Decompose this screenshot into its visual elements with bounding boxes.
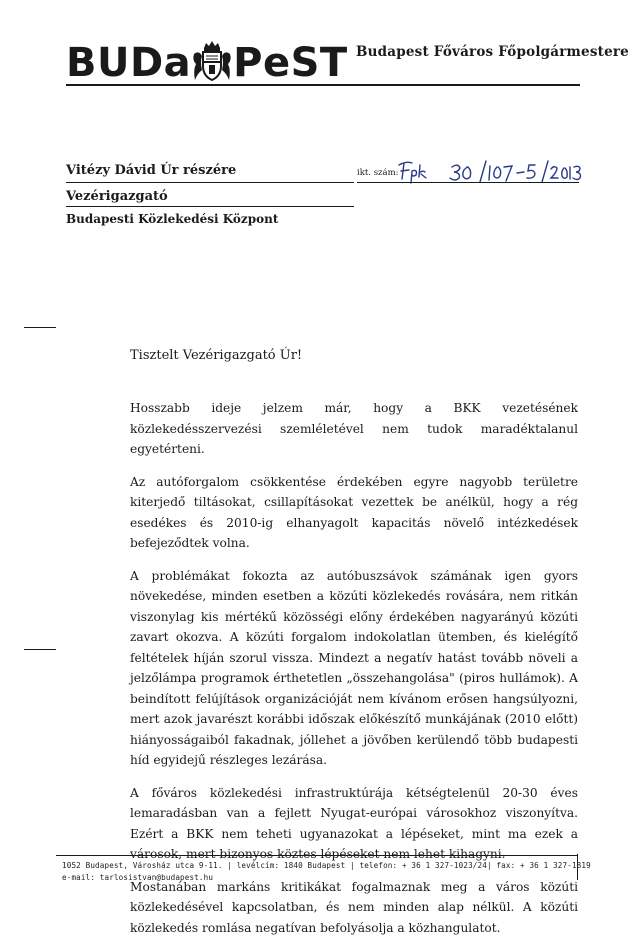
letter-salutation: Tisztelt Vezérigazgató Úr! — [130, 348, 303, 363]
letterhead-title: Budapest Főváros Főpolgármestere — [356, 44, 629, 60]
paragraph-4: A főváros közlekedési infrastruktúrája kétségtelenül 20-30 éves lemaradásban van a fejlett Nyugat-európai városokhoz viszonyítva. Ezért a BKK nem teheti ugyanazokat a lépéseket, mint ma ezek a városok, mert bizonyos köztes lépéseket nem lehet kihagyni. — [130, 785, 578, 861]
footer-address-line: 1052 Budapest, Városház utca 9-11. | levélcím: 1840 Budapest | telefon: + 36 1 327-1023/24| fax: + 36 1 327-1819 — [62, 861, 591, 870]
paragraph-3: A problémákat fokozta az autóbuszsávok számának igen gyors növekedése, minden esetben a közúti közlekedés rovására, nem ritkán viszonylag kis mértékű közösségi előny érdekében nagyarányú közúti zavart okozva. A közúti forgalom indokolatlan ütemben, és kielégítő feltételek híján szorul vissza. Mindezt a negatív hatást tovább növeli a jelzőlámpa programok érthetetlen „összehangolása" (piros hullámok). A beindított felújítások organizációját nem kívánom erősen hangsúlyozni, mert azok javarészt korábbi időszak előkészítő munkájának (2010 előtt) hiányosságaiból fakadnak, jóllehet a jövőben kerülendő több budapesti híd egyidejű részleges lezárása. — [130, 568, 578, 767]
reference-label: ikt. szám: — [357, 168, 399, 178]
budapest-logo — [66, 38, 348, 86]
header-divider — [66, 84, 580, 86]
fold-mark-upper — [24, 327, 56, 328]
reference-divider — [357, 182, 579, 183]
coat-of-arms-icon — [192, 40, 232, 82]
recipient-position: Vezérigazgató — [66, 189, 168, 204]
recipient-organization: Budapesti Közlekedési Központ — [66, 212, 279, 226]
footer-contact — [62, 860, 591, 883]
logo-text-left: BUDa — [66, 40, 192, 86]
footer-divider — [56, 855, 578, 856]
recipient-divider-1 — [66, 182, 354, 183]
recipient-divider-2 — [66, 206, 354, 207]
paragraph-2: Az autóforgalom csökkentése érdekében egyre nagyobb területre kiterjedő tiltásokat, csillapításokat vezettek be anélkül, hogy a rég esedékes és 2010-ig elhanyagolt kapacitás növelő intézkedések befejeződtek volna. — [130, 474, 578, 550]
footer-email-line: e-mail: tarlosistvan@budapest.hu — [62, 872, 214, 882]
paragraph-1: Hosszabb ideje jelzem már, hogy a BKK vezetésének közlekedésszervezési szemléletével nem tudok maradéktalanul egyetérteni. — [130, 401, 578, 456]
logo-text-right: PeST — [233, 40, 348, 86]
fold-mark-lower — [24, 649, 56, 650]
paragraph-5: Mostanában markáns kritikákat fogalmaznak meg a város közúti közlekedésével kapcsolatban, és nem minden alap nélkül. A közúti közlekedés romlása negatívan befolyásolja a közhangulatot. — [130, 879, 578, 935]
recipient-name: Vitézy Dávid Úr részére — [66, 163, 237, 178]
